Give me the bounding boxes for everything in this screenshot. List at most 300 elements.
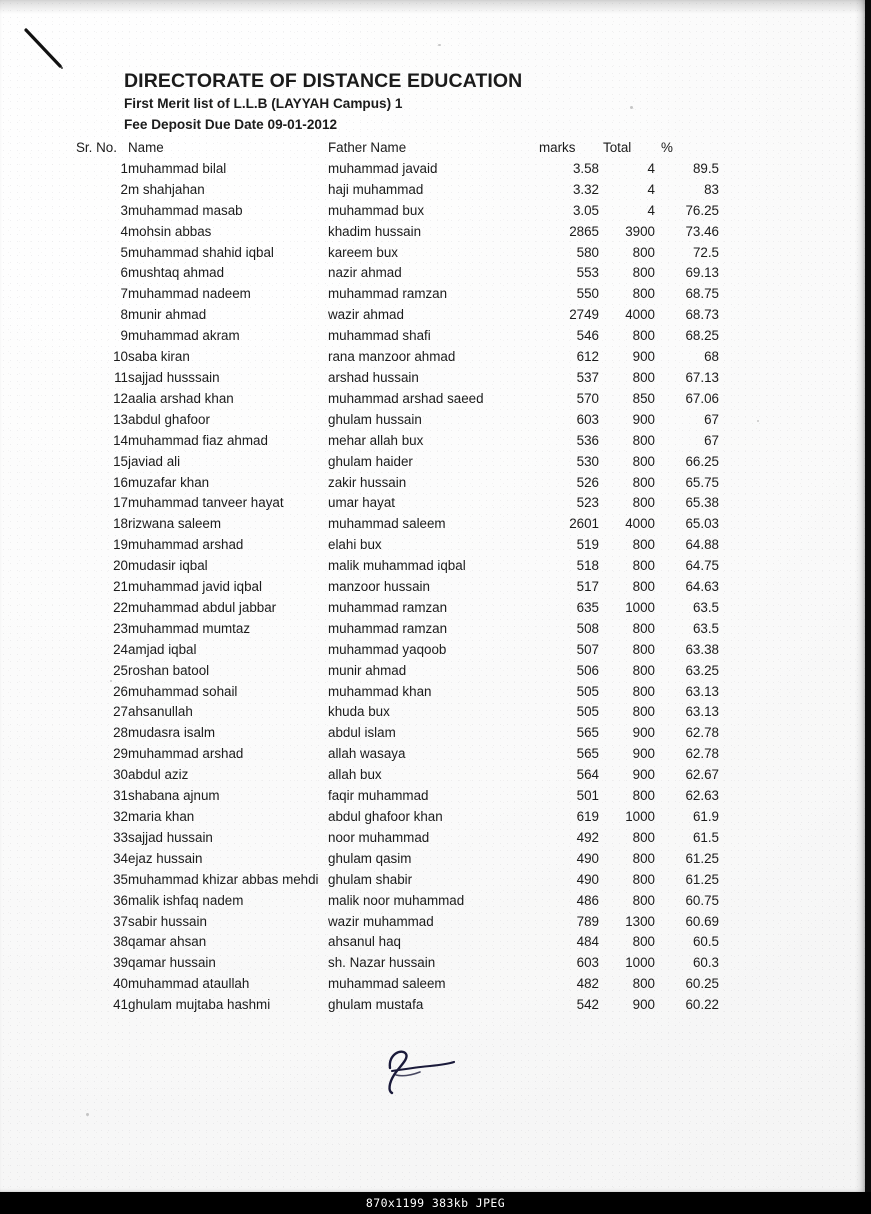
table-row — [0, 598, 719, 619]
table-row — [0, 473, 719, 494]
table-row — [0, 849, 719, 870]
table-row — [0, 243, 719, 264]
table-row — [0, 870, 719, 891]
cell-sr-no: 28 — [113, 725, 128, 741]
cell-percent: 76.25 — [685, 202, 719, 218]
page-title: DIRECTORATE OF DISTANCE EDUCATION — [124, 70, 523, 92]
cell-father-name: sh. Nazar hussain — [328, 955, 436, 971]
cell-marks: 523 — [576, 495, 599, 511]
cell-name: javiad ali — [128, 453, 181, 469]
cell-sr-no: 23 — [113, 620, 128, 636]
cell-marks: 507 — [576, 641, 599, 657]
cell-total: 900 — [632, 725, 655, 741]
cell-sr-no: 4 — [120, 223, 128, 239]
cell-total: 1000 — [625, 599, 655, 615]
cell-father-name: rana manzoor ahmad — [328, 349, 456, 365]
pen-stroke-mark — [24, 28, 68, 70]
cell-name: mohsin abbas — [128, 223, 212, 239]
cell-sr-no: 13 — [113, 411, 128, 427]
table-header — [0, 138, 719, 159]
cell-percent: 61.25 — [685, 850, 719, 866]
cell-sr-no: 38 — [113, 934, 128, 950]
cell-father-name: muhammad saleem — [328, 516, 446, 532]
cell-marks: 505 — [576, 683, 599, 699]
table-row — [0, 723, 719, 744]
column-header-marks: marks — [539, 140, 576, 155]
cell-sr-no: 24 — [113, 641, 128, 657]
cell-sr-no: 17 — [113, 495, 128, 511]
cell-marks: 501 — [576, 788, 599, 804]
image-status-bar — [0, 1192, 871, 1214]
cell-marks: 536 — [576, 432, 599, 448]
cell-marks: 542 — [576, 997, 599, 1013]
cell-father-name: malik muhammad iqbal — [328, 558, 466, 574]
cell-percent: 66.25 — [685, 453, 719, 469]
cell-total: 4 — [647, 202, 655, 218]
cell-total: 800 — [632, 662, 655, 678]
cell-father-name: arshad hussain — [328, 369, 419, 385]
cell-marks: 553 — [576, 265, 599, 281]
table-row — [0, 786, 719, 807]
cell-percent: 60.25 — [685, 976, 719, 992]
table-row — [0, 953, 719, 974]
cell-name: amjad iqbal — [128, 641, 197, 657]
cell-name: qamar ahsan — [128, 934, 207, 950]
cell-marks: 550 — [576, 286, 599, 302]
cell-name: ahsanullah — [128, 704, 193, 720]
page-subtitle: First Merit list of L.L.B (LAYYAH Campus) 1 — [124, 96, 403, 111]
cell-father-name: wazir muhammad — [328, 913, 434, 929]
cell-total: 800 — [632, 850, 655, 866]
handwritten-signature — [372, 1044, 492, 1096]
cell-name: muhammad fiaz ahmad — [128, 432, 268, 448]
cell-marks: 2865 — [569, 223, 599, 239]
cell-percent: 65.75 — [685, 474, 719, 490]
cell-father-name: muhammad yaqoob — [328, 641, 447, 657]
cell-total: 900 — [632, 349, 655, 365]
cell-name: muhammad javid iqbal — [128, 579, 262, 595]
cell-name: maria khan — [128, 809, 195, 824]
cell-marks: 612 — [576, 349, 599, 365]
table-row — [0, 159, 719, 180]
cell-percent: 62.78 — [685, 725, 719, 741]
cell-sr-no: 20 — [113, 558, 128, 574]
scan-top-edge-shadow — [0, 0, 865, 14]
table-row — [0, 619, 719, 640]
cell-name: roshan batool — [128, 662, 210, 678]
table-row — [0, 974, 719, 995]
cell-total: 800 — [632, 579, 655, 595]
cell-father-name: allah wasaya — [328, 746, 406, 762]
table-row — [0, 577, 719, 598]
cell-sr-no: 22 — [113, 599, 128, 615]
cell-name: saba kiran — [128, 349, 190, 365]
cell-name: ghulam mujtaba hashmi — [128, 997, 271, 1013]
cell-father-name: kareem bux — [328, 244, 398, 260]
cell-father-name: khuda bux — [328, 704, 390, 720]
cell-sr-no: 36 — [113, 892, 128, 908]
cell-marks: 492 — [576, 829, 599, 845]
cell-percent: 62.67 — [685, 767, 719, 783]
cell-name: muhammad sohail — [128, 683, 238, 699]
table-row — [0, 995, 719, 1016]
cell-marks: 603 — [576, 955, 599, 971]
cell-father-name: khadim hussain — [328, 223, 422, 239]
column-header-sr-no: Sr. No. — [76, 140, 117, 155]
cell-percent: 63.25 — [685, 662, 719, 678]
cell-marks: 484 — [576, 934, 599, 950]
cell-sr-no: 34 — [113, 850, 128, 866]
cell-percent: 67 — [704, 411, 719, 427]
cell-marks: 537 — [576, 369, 599, 385]
table-row — [0, 263, 719, 284]
cell-father-name: ghulam qasim — [328, 850, 412, 866]
cell-percent: 65.38 — [685, 495, 719, 511]
cell-father-name: muhammad shafi — [328, 328, 431, 344]
cell-sr-no: 27 — [113, 704, 128, 720]
cell-name: muhammad shahid iqbal — [128, 244, 274, 260]
cell-name: muhammad abdul jabbar — [128, 599, 277, 615]
cell-marks: 3.58 — [572, 160, 599, 176]
column-header-name: Name — [128, 140, 164, 155]
cell-name: mudasra isalm — [128, 725, 216, 741]
cell-percent: 64.75 — [685, 558, 719, 574]
cell-marks: 490 — [576, 871, 599, 887]
cell-name: muzafar khan — [128, 474, 210, 490]
cell-name: munir ahmad — [128, 307, 207, 323]
cell-marks: 530 — [576, 453, 599, 469]
column-header-percent: % — [661, 140, 673, 155]
cell-name: muhammad ataullah — [128, 976, 250, 992]
cell-father-name: munir ahmad — [328, 662, 407, 678]
cell-total: 800 — [632, 537, 655, 553]
table-row — [0, 326, 719, 347]
cell-marks: 518 — [576, 558, 599, 574]
table-row — [0, 912, 719, 933]
table-row — [0, 932, 719, 953]
cell-total: 800 — [632, 432, 655, 448]
cell-percent: 68 — [704, 349, 719, 365]
cell-sr-no: 2 — [120, 181, 128, 197]
cell-name: muhammad tanveer hayat — [128, 495, 284, 511]
table-row — [0, 828, 719, 849]
scan-speck — [86, 1113, 89, 1116]
cell-sr-no: 37 — [113, 913, 128, 929]
cell-percent: 68.25 — [685, 328, 719, 344]
cell-father-name: muhammad javaid — [328, 160, 438, 176]
cell-total: 1000 — [625, 955, 655, 971]
cell-total: 800 — [632, 788, 655, 804]
fee-deposit-due-date: Fee Deposit Due Date 09-01-2012 — [124, 117, 338, 132]
table-row — [0, 682, 719, 703]
cell-sr-no: 25 — [113, 662, 128, 678]
cell-name: abdul aziz — [128, 767, 189, 783]
cell-total: 900 — [632, 997, 655, 1013]
cell-total: 900 — [632, 767, 655, 783]
cell-sr-no: 12 — [113, 390, 128, 406]
cell-marks: 789 — [576, 913, 599, 929]
cell-sr-no: 32 — [113, 809, 128, 824]
cell-sr-no: 39 — [113, 955, 128, 971]
table-row — [0, 744, 719, 765]
cell-total: 800 — [632, 558, 655, 574]
cell-father-name: malik noor muhammad — [328, 892, 465, 908]
cell-percent: 60.69 — [685, 913, 719, 929]
cell-percent: 72.5 — [692, 244, 719, 260]
cell-total: 800 — [632, 934, 655, 950]
cell-father-name: haji muhammad — [328, 181, 424, 197]
cell-father-name: mehar allah bux — [328, 432, 424, 448]
cell-father-name: abdul islam — [328, 725, 396, 741]
table-row — [0, 702, 719, 723]
cell-percent: 64.88 — [685, 537, 719, 553]
cell-marks: 505 — [576, 704, 599, 720]
cell-father-name: faqir muhammad — [328, 788, 429, 804]
cell-total: 800 — [632, 829, 655, 845]
cell-percent: 60.22 — [685, 997, 719, 1013]
cell-percent: 67.06 — [685, 390, 719, 406]
cell-sr-no: 26 — [113, 683, 128, 699]
cell-sr-no: 10 — [113, 349, 128, 365]
cell-percent: 83 — [704, 181, 719, 197]
table-row — [0, 765, 719, 786]
cell-percent: 69.13 — [685, 265, 719, 281]
table-row — [0, 201, 719, 222]
cell-total: 800 — [632, 871, 655, 887]
table-row — [0, 556, 719, 577]
table-row — [0, 389, 719, 410]
cell-total: 800 — [632, 328, 655, 344]
cell-sr-no: 16 — [113, 474, 128, 490]
cell-father-name: nazir ahmad — [328, 265, 402, 281]
cell-total: 1000 — [625, 809, 655, 824]
cell-name: sajjad husssain — [128, 369, 220, 385]
column-header-father-name: Father Name — [328, 140, 407, 155]
cell-percent: 63.5 — [692, 620, 719, 636]
cell-marks: 603 — [576, 411, 599, 427]
cell-total: 4 — [647, 160, 655, 176]
scan-right-edge-shadow — [855, 0, 865, 1192]
cell-name: shabana ajnum — [128, 788, 220, 804]
cell-sr-no: 29 — [113, 746, 128, 762]
cell-marks: 564 — [576, 767, 599, 783]
cell-father-name: muhammad arshad saeed — [328, 390, 484, 406]
cell-sr-no: 18 — [113, 516, 128, 532]
cell-father-name: ghulam mustafa — [328, 997, 424, 1013]
cell-total: 900 — [632, 746, 655, 762]
cell-name: qamar hussain — [128, 955, 216, 971]
cell-name: muhammad bilal — [128, 160, 227, 176]
cell-percent: 60.5 — [692, 934, 719, 950]
cell-percent: 63.5 — [692, 599, 719, 615]
cell-total: 800 — [632, 265, 655, 281]
cell-sr-no: 11 — [114, 369, 128, 385]
cell-father-name: muhammad ramzan — [328, 620, 448, 636]
cell-marks: 2601 — [569, 516, 599, 532]
cell-total: 4000 — [625, 307, 655, 323]
table-row — [0, 891, 719, 912]
cell-marks: 2749 — [569, 307, 599, 323]
table-row — [0, 661, 719, 682]
cell-sr-no: 7 — [120, 286, 128, 302]
cell-marks: 517 — [576, 579, 599, 595]
cell-sr-no: 41 — [113, 997, 128, 1013]
cell-marks: 526 — [576, 474, 599, 490]
cell-total: 800 — [632, 976, 655, 992]
cell-name: muhammad mumtaz — [128, 620, 251, 636]
cell-total: 1300 — [625, 913, 655, 929]
table-row — [0, 452, 719, 473]
cell-father-name: zakir hussain — [328, 474, 407, 490]
cell-father-name: noor muhammad — [328, 829, 430, 845]
cell-marks: 519 — [576, 537, 599, 553]
cell-name: abdul ghafoor — [128, 411, 210, 427]
table-row — [0, 410, 719, 431]
cell-marks: 508 — [576, 620, 599, 636]
cell-total: 4000 — [625, 516, 655, 532]
cell-marks: 565 — [576, 746, 599, 762]
cell-percent: 63.13 — [685, 683, 719, 699]
cell-father-name: wazir ahmad — [328, 307, 404, 323]
cell-father-name: ghulam hussain — [328, 411, 422, 427]
cell-marks: 565 — [576, 725, 599, 741]
table-row — [0, 807, 719, 828]
cell-father-name: ahsanul haq — [328, 934, 401, 950]
cell-father-name: allah bux — [328, 767, 382, 783]
scan-speck — [757, 420, 759, 422]
scan-speck — [630, 106, 633, 109]
cell-percent: 68.75 — [685, 286, 719, 302]
cell-total: 800 — [632, 286, 655, 302]
cell-total: 3900 — [625, 223, 655, 239]
cell-name: malik ishfaq nadem — [128, 892, 244, 908]
table-row — [0, 535, 719, 556]
cell-total: 800 — [632, 641, 655, 657]
cell-sr-no: 21 — [113, 579, 128, 595]
cell-marks: 490 — [576, 850, 599, 866]
cell-percent: 68.73 — [685, 307, 719, 323]
scan-speck — [438, 44, 441, 46]
table-row — [0, 284, 719, 305]
table-row — [0, 493, 719, 514]
cell-name: m shahjahan — [128, 181, 205, 197]
cell-name: sabir hussain — [128, 913, 207, 929]
cell-marks: 486 — [576, 892, 599, 908]
cell-percent: 65.03 — [685, 516, 719, 532]
cell-total: 800 — [632, 620, 655, 636]
cell-name: sajjad hussain — [128, 829, 213, 845]
cell-total: 800 — [632, 474, 655, 490]
cell-sr-no: 35 — [113, 871, 128, 887]
cell-percent: 63.38 — [685, 641, 719, 657]
table-row — [0, 222, 719, 243]
cell-father-name: muhammad bux — [328, 202, 425, 218]
image-info-text: 870x1199 383kb JPEG — [365, 1196, 506, 1210]
cell-percent: 67.13 — [685, 369, 719, 385]
cell-percent: 64.63 — [685, 579, 719, 595]
cell-name: aalia arshad khan — [128, 390, 234, 406]
cell-sr-no: 31 — [113, 788, 128, 804]
cell-percent: 67 — [704, 432, 719, 448]
cell-total: 800 — [632, 453, 655, 469]
cell-name: muhammad arshad — [128, 537, 244, 553]
cell-percent: 61.25 — [685, 871, 719, 887]
cell-percent: 73.46 — [685, 223, 719, 239]
cell-total: 800 — [632, 495, 655, 511]
cell-total: 900 — [632, 411, 655, 427]
table-row — [0, 368, 719, 389]
cell-sr-no: 9 — [120, 328, 128, 344]
cell-father-name: muhammad ramzan — [328, 599, 448, 615]
cell-father-name: muhammad ramzan — [328, 286, 448, 302]
cell-marks: 482 — [576, 976, 599, 992]
cell-percent: 60.3 — [692, 955, 719, 971]
cell-marks: 635 — [576, 599, 599, 615]
cell-percent: 60.75 — [685, 892, 719, 908]
table-row — [0, 514, 719, 535]
cell-percent: 61.9 — [692, 809, 719, 824]
cell-sr-no: 33 — [113, 829, 128, 845]
cell-sr-no: 8 — [120, 307, 128, 323]
cell-marks: 546 — [576, 328, 599, 344]
cell-name: muhammad nadeem — [128, 286, 251, 302]
cell-father-name: muhammad khan — [328, 683, 432, 699]
cell-father-name: abdul ghafoor khan — [328, 809, 443, 824]
cell-marks: 3.05 — [572, 202, 599, 218]
cell-name: rizwana saleem — [128, 516, 222, 532]
cell-sr-no: 3 — [120, 202, 128, 218]
cell-name: mudasir iqbal — [128, 558, 208, 574]
cell-percent: 62.63 — [685, 788, 719, 804]
cell-father-name: muhammad saleem — [328, 976, 446, 992]
cell-sr-no: 14 — [113, 432, 128, 448]
cell-father-name: umar hayat — [328, 495, 395, 511]
cell-sr-no: 19 — [113, 537, 128, 553]
table-row — [0, 305, 719, 326]
cell-name: muhammad khizar abbas mehdi — [128, 871, 319, 887]
cell-name: ejaz hussain — [128, 850, 203, 866]
cell-sr-no: 1 — [120, 160, 128, 176]
cell-marks: 570 — [576, 390, 599, 406]
cell-sr-no: 5 — [120, 244, 128, 260]
cell-total: 800 — [632, 369, 655, 385]
cell-total: 4 — [647, 181, 655, 197]
cell-sr-no: 40 — [113, 976, 128, 992]
cell-name: muhammad arshad — [128, 746, 244, 762]
cell-total: 800 — [632, 244, 655, 260]
cell-name: muhammad akram — [128, 328, 240, 344]
cell-total: 800 — [632, 704, 655, 720]
cell-father-name: ghulam shabir — [328, 871, 413, 887]
cell-total: 850 — [632, 390, 655, 406]
table-row — [0, 180, 719, 201]
cell-name: mushtaq ahmad — [128, 265, 225, 281]
table-row — [0, 347, 719, 368]
cell-percent: 63.13 — [685, 704, 719, 720]
cell-sr-no: 6 — [120, 265, 128, 281]
cell-percent: 61.5 — [692, 829, 719, 845]
cell-marks: 619 — [576, 809, 599, 824]
table-row — [0, 640, 719, 661]
cell-percent: 62.78 — [685, 746, 719, 762]
cell-total: 800 — [632, 683, 655, 699]
cell-total: 800 — [632, 892, 655, 908]
cell-marks: 506 — [576, 662, 599, 678]
column-header-total: Total — [603, 140, 632, 155]
merit-list-table — [0, 138, 719, 1016]
cell-marks: 580 — [576, 244, 599, 260]
table-row — [0, 431, 719, 452]
